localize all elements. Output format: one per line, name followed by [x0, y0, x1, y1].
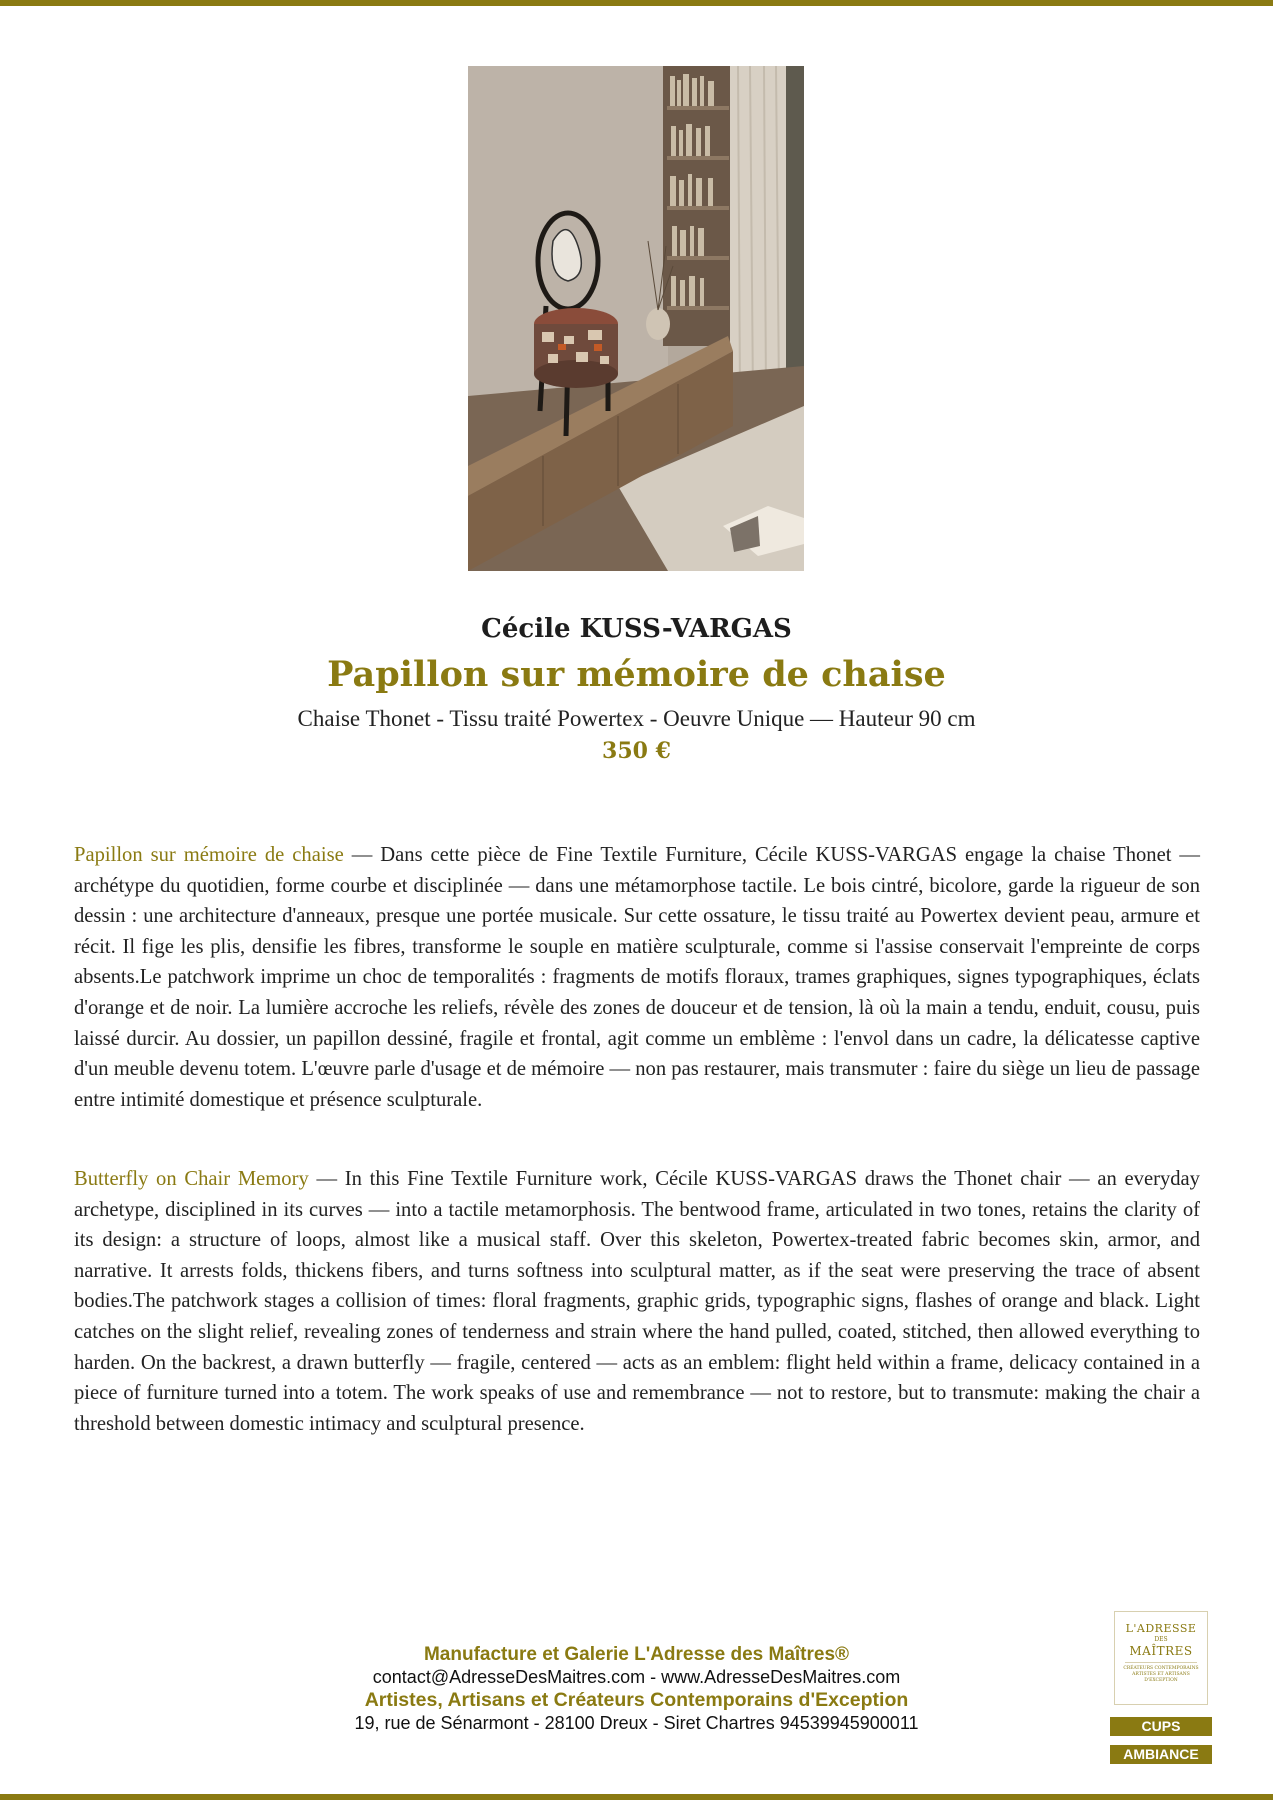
footer-tagline: Artistes, Artisans et Créateurs Contemporains d'Exception: [364, 1689, 909, 1711]
description-english-text: — In this Fine Textile Furniture work, Cécile KUSS-VARGAS draws the Thonet chair — an everyday archetype, disciplined in its curves — into a tactile metamorphosis. The bentwood frame, articulated in two tones, retains the clarity of its design: a structure of loops, almost like a musical staff. Over this skeleton, Powertex-treated fabric becomes skin, armor, and narrative. It arrests folds, thickens fibers, and turns softness into sculptural matter, as if the seat were preserving the trace of absent bodies.The patchwork stages a collision of times: floral fragments, graphic grids, typographic signs, flashes of orange and black. Light catches on the slight relief, revealing zones of tenderness and strain where the hand pulled, coated, stitched, then allowed everything to harden. On the backrest, a drawn butterfly — fragile, centered — acts as an emblem: flight held within a frame, delicacy contained in a piece of furniture turned into a totem. The work speaks of use and remembrance — not to restore, but to transmute: making the chair a threshold between domestic intimacy and sculptural presence.: [74, 1168, 1200, 1435]
artwork-details: Chaise Thonet - Tissu traité Powertex - Oeuvre Unique — Hauteur 90 cm: [297, 706, 976, 731]
top-accent-bar: [0, 0, 1273, 6]
description-english: [74, 1164, 1200, 1439]
description-french-lead: Papillon sur mémoire de chaise: [74, 844, 344, 866]
cups-badge: CUPS: [1110, 1717, 1212, 1736]
ambiance-badge: AMBIANCE: [1110, 1745, 1212, 1764]
artwork-price: 350 €: [602, 738, 671, 764]
footer-address: 19, rue de Sénarmont - 28100 Dreux - Siret Chartres 94539945900011: [354, 1713, 919, 1733]
footer-gallery-name: Manufacture et Galerie L'Adresse des Maîtres®: [423, 1644, 850, 1665]
description-french: [74, 840, 1200, 1115]
bottom-accent-bar: [0, 1794, 1273, 1800]
description-french-text: — Dans cette pièce de Fine Textile Furniture, Cécile KUSS-VARGAS engage la chaise Thonet — archétype du quotidien, forme courbe et disciplinée — dans une métamorphose tactile. Le bois cintré, bicolore, garde la rigueur de son dessin : une architecture d'anneaux, presque une portée musicale. Sur cette ossature, le tissu traité au Powertex devient peau, armure et récit. Il fige les plis, densifie les fibres, transforme le souple en matière sculpturale, comme si l'assise conservait l'empreinte de corps absents.Le patchwork imprime un choc de temporalités : fragments de motifs floraux, trames graphiques, signes typographiques, éclats d'orange et de noir. La lumière accroche les reliefs, révèle des zones de douceur et de tension, là où la main a tendu, enduit, cousu, puis laissé durcir. Au dossier, un papillon dessiné, fragile et frontal, agit comme un emblème : l'envol dans un cadre, la délicatesse captive d'un meuble devenu totem. L'œuvre parle d'usage et de mémoire — non pas restaurer, mais transmuter : faire du siège un lieu de passage entre intimité domestique et présence sculpturale.: [74, 844, 1201, 1111]
logo-line-1: L'ADRESSE: [1125, 1622, 1197, 1635]
description-english-lead: Butterfly on Chair Memory: [74, 1168, 309, 1190]
artist-name: Cécile KUSS-VARGAS: [481, 614, 792, 644]
logo-divider: [1125, 1662, 1197, 1663]
logo-line-3: MAÎTRES: [1129, 1644, 1193, 1658]
footer: [0, 1643, 1273, 1734]
gallery-logo: [1114, 1611, 1208, 1705]
logo-line-4: CRÉATEURS CONTEMPORAINS ARTISTES ET ARTISANS D'EXCEPTION: [1123, 1666, 1199, 1683]
artwork-photo: [468, 66, 804, 571]
artwork-title: Papillon sur mémoire de chaise: [327, 654, 946, 695]
footer-contact: contact@AdresseDesMaitres.com - www.AdresseDesMaitres.com: [372, 1667, 901, 1687]
logo-line-2: DES: [1154, 1636, 1168, 1643]
